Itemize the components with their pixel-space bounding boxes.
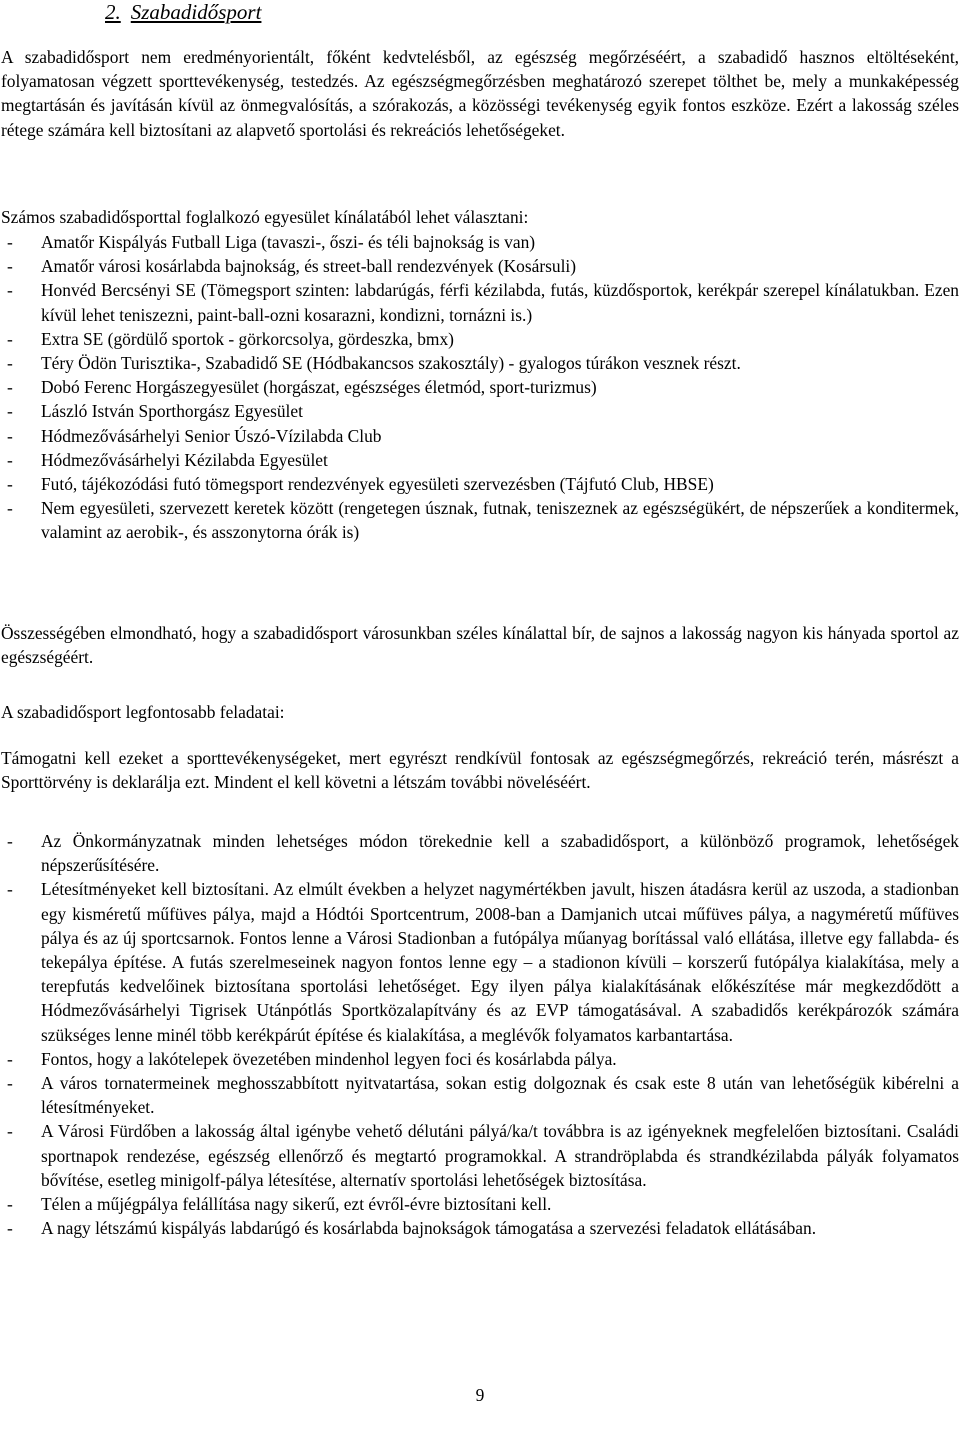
- list-item-text: Extra SE (gördülő sportok - görkorcsolya, gördeszka, bmx): [41, 328, 454, 349]
- bullet-dash: -: [7, 328, 13, 349]
- list-item-text: Amatőr városi kosárlabda bajnokság, és street-ball rendezvények (Kosársuli): [41, 256, 577, 277]
- tasks-intro: Támogatni kell ezeket a sporttevékenységeket, mert egyrészt rendkívül fontosak az egészségmegőrzés, rekreáció terén, másrészt a Sporttörvény is deklarálja ezt. Mindent el kell követni a létszám további növeléséért.: [1, 748, 959, 793]
- bullet-dash: -: [7, 1048, 13, 1069]
- tasks-list: [1, 829, 959, 1240]
- list-item-text: Amatőr Kispályás Futball Liga (tavaszi-, őszi- és téli bajnokság is van): [41, 232, 536, 252]
- bullet-dash: -: [7, 1194, 13, 1215]
- bullet-dash: -: [7, 353, 13, 374]
- bullet-dash: -: [7, 879, 13, 900]
- bullet-dash: -: [7, 256, 13, 277]
- intro-paragraph: A szabadidősport nem eredményorientált, főként kedvtelésből, az egészség megőrzéséért, a szabadidő hasznos eltöltéseként, folyamatosan végzett sporttevékenység, testedzés. Az egészségmegőrzésben meghatározó szerepet tölthet be, mely a munkaképesség megtartásán és javításán kívül az önmegvalósítás, a szórakozás, a közösségi tevékenység egyik fontos eszköze. Ezért a lakosság széles rétege számára kell biztosítani az alapvető sportolási és rekreációs lehetőségeket.: [1, 47, 959, 140]
- list-item-text: A Városi Fürdőben a lakosság által igénybe vehető délutáni pályá/ka/t továbbra is az igényeknek megfelelően biztosítani. Családi sportnapok rendezése, egészség ellenőrző és megtartó programokkal. A strandröplabda és strandkézilabda pályák folyamatos bővítése, esetleg minigolf-pálya létesítése, alternatív sportolási lehetőségek biztosítása.: [41, 1121, 959, 1190]
- list-item: [1, 1071, 959, 1119]
- list-item-text: Fontos, hogy a lakótelepek övezetében mindenhol legyen foci és kosárlabda pálya.: [41, 1048, 617, 1069]
- list-item: [1, 829, 959, 877]
- clubs-list: [1, 230, 959, 545]
- list-item: [1, 424, 959, 448]
- list-item-text: László István Sporthorgász Egyesület: [41, 401, 303, 422]
- list-item: [1, 1216, 959, 1240]
- summary-paragraph: Összességében elmondható, hogy a szabadidősport városunkban széles kínálattal bír, de sajnos a lakosság nagyon kis hányada sportol az egészségéért.: [1, 623, 959, 668]
- list-item-text: A nagy létszámú kispályás labdarúgó és kosárlabda bajnokságok támogatása a szervezési feladatok ellátásában.: [41, 1218, 817, 1239]
- list-item: [1, 254, 959, 278]
- bullet-dash: -: [7, 498, 13, 519]
- list-item: [1, 448, 959, 472]
- bullet-dash: -: [7, 831, 13, 851]
- list-item-text: Dobó Ferenc Horgászegyesület (horgászat, egészséges életmód, sport-turizmus): [41, 377, 597, 398]
- list-item-text: Az Önkormányzatnak minden lehetséges módon törekednie kell a szabadidősport, a különböző programok, lehetőségek népszerűsítésére.: [41, 831, 959, 876]
- section-number: 2.: [105, 0, 121, 24]
- list-item: [1, 1192, 959, 1216]
- list-item: [1, 877, 959, 1046]
- list-item-text: Téry Ödön Turisztika-, Szabadidő SE (Hódbakancsos szakosztály) - gyalogos túrákon vesznek részt.: [41, 353, 741, 374]
- list-item: [1, 1047, 959, 1071]
- page-number: 9: [475, 1385, 485, 1405]
- list-item: [1, 399, 959, 423]
- list-item: [1, 327, 959, 351]
- bullet-dash: -: [7, 449, 13, 470]
- bullet-dash: -: [7, 474, 13, 495]
- list-item: [1, 375, 959, 399]
- bullet-dash: -: [7, 280, 13, 301]
- list-item: [1, 351, 959, 375]
- list-item: [1, 230, 959, 254]
- list-item-text: Télen a műjégpálya felállítása nagy sikerű, ezt évről-évre biztosítani kell.: [41, 1194, 552, 1215]
- list-item: [1, 278, 959, 326]
- bullet-dash: -: [7, 401, 13, 422]
- section-heading: [105, 0, 261, 25]
- list-item-text: Futó, tájékozódási futó tömegsport rendezvények egyesületi szervezésben (Tájfutó Club, HBSE): [41, 474, 714, 495]
- list-item: [1, 496, 959, 544]
- list-item: [1, 1119, 959, 1192]
- section-title: Szabadidősport: [130, 0, 262, 24]
- clubs-lead: Számos szabadidősporttal foglalkozó egyesület kínálatából lehet választani:: [1, 207, 529, 227]
- bullet-dash: -: [7, 232, 13, 252]
- bullet-dash: -: [7, 425, 13, 446]
- bullet-dash: -: [7, 1218, 13, 1239]
- bullet-dash: -: [7, 377, 13, 398]
- list-item-text: Nem egyesületi, szervezett keretek között (rengetegen úsznak, futnak, teniszeznek az egészségükért, de népszerűek a konditermek, valamint az aerobik-, és asszonytorna órák is): [41, 498, 959, 543]
- tasks-heading: A szabadidősport legfontosabb feladatai:: [1, 702, 285, 722]
- list-item-text: Létesítményeket kell biztosítani. Az elmúlt években a helyzet nagymértékben javult, hiszen átadásra kerül az uszoda, a stadionban egy kisméretű műfüves pálya, majd a Hódtói Sportcentrum, 2008-ban a Damjanich utcai műfüves pálya, a nagyméretű műfüves pálya és az új sportcsarnok. Fontos lenne a Városi Stadionban a futópálya műanyag borítással való ellátása, illetve egy fallabda- és tekepálya építése. A futás szerelmeseinek nagyon fontos lenne egy – a stadionon kívüli – korszerű futópálya kialakítása, mely a terepfutás kedvelőinek biztosítana sportolási lehetőséget. Egy ilyen pálya kialakításának előkészítése már megkezdődött a Hódmezővásárhelyi Tigrisek Utánpótlás Sportközalapítvány és az EVP támogatásával. A szabadidős kerékpározók számára szükséges lenne minél több kerékpárút építése és kialakítása, a meglévők folyamatos karbantartása.: [41, 879, 959, 1045]
- bullet-dash: -: [7, 1121, 13, 1142]
- list-item-text: Honvéd Bercsényi SE (Tömegsport szinten: labdarúgás, férfi kézilabda, futás, küzdősportok, kerékpár szerepel kínálatukban. Ezen kívül lehet teniszezni, paint-ball-ozni kosarazni, kondizni, tornázni is.): [41, 280, 959, 325]
- list-item-text: A város tornatermeinek meghosszabbított nyitvatartása, sokan estig dolgoznak és csak este 8 után van lehetőségük kibérelni a létesítményeket.: [41, 1073, 959, 1118]
- bullet-dash: -: [7, 1073, 13, 1094]
- list-item: [1, 472, 959, 496]
- list-item-text: Hódmezővásárhelyi Kézilabda Egyesület: [41, 449, 328, 470]
- list-item-text: Hódmezővásárhelyi Senior Úszó-Vízilabda Club: [41, 425, 382, 446]
